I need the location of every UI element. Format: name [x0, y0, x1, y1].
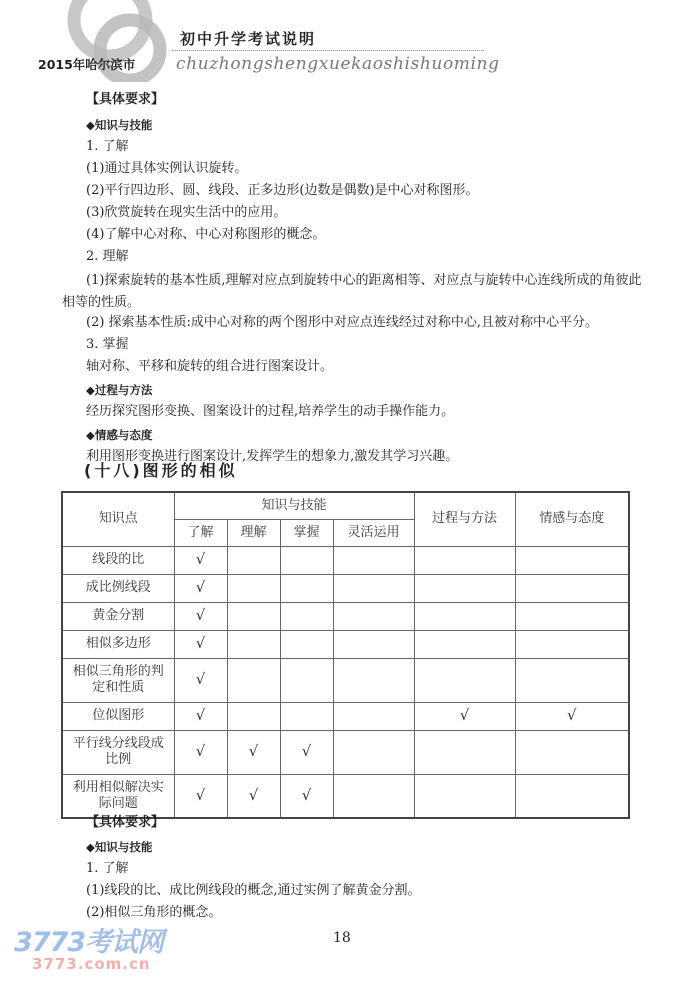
- emotion-attitude-heading: ◆情感与态度: [86, 428, 153, 442]
- check-mark: √: [195, 606, 206, 624]
- header-year-city: 2015年哈尔滨市: [38, 57, 136, 72]
- master-heading: 3. 掌握: [86, 337, 129, 352]
- subheader-master: 掌握: [280, 519, 333, 546]
- knowledge-point-cell: 相似多边形: [62, 630, 174, 658]
- header-title: 初中升学考试说明: [180, 30, 317, 48]
- table-row: [62, 730, 629, 774]
- mark-cell: [227, 546, 280, 574]
- mark-cell: [174, 602, 227, 630]
- mark-cell: [174, 658, 227, 702]
- mark-cell: [333, 602, 414, 630]
- knowledge-point-cell: 成比例线段: [62, 574, 174, 602]
- comprehend-item-1: (1)探索旋转的基本性质,理解对应点到旋转中心的距离相等、对应点与旋转中心连线所成的角彼此相等的性质。: [62, 273, 642, 310]
- process-method-heading: ◆过程与方法: [86, 383, 153, 397]
- mark-cell: [174, 630, 227, 658]
- mark-cell: [174, 574, 227, 602]
- mark-cell: [227, 730, 280, 774]
- understand-item-1: (1)通过具体实例认识旋转。: [86, 161, 248, 176]
- mark-cell: [174, 702, 227, 730]
- header-pinyin: chuzhongshengxuekaoshishuoming: [176, 54, 500, 74]
- mark-cell: [227, 658, 280, 702]
- mark-cell: [414, 574, 515, 602]
- mark-cell: [333, 774, 414, 818]
- mark-cell: [280, 658, 333, 702]
- subheader-understand: 了解: [174, 519, 227, 546]
- mark-cell: [515, 730, 629, 774]
- mark-cell: [174, 546, 227, 574]
- mark-cell: [280, 774, 333, 818]
- check-mark: √: [459, 706, 470, 724]
- mark-cell: [280, 546, 333, 574]
- knowledge-skills-heading-2: ◆知识与技能: [86, 840, 153, 854]
- mark-cell: [515, 658, 629, 702]
- mark-cell: [174, 730, 227, 774]
- mark-cell: [174, 774, 227, 818]
- header-knowledge-skills: 知识与技能: [174, 492, 414, 519]
- comprehend-heading: 2. 理解: [86, 249, 129, 264]
- understand-item-2: (2)平行四边形、圆、线段、正多边形(边数是偶数)是中心对称图形。: [86, 183, 479, 198]
- mark-cell: [227, 630, 280, 658]
- watermark-main: 3773考试网: [14, 927, 164, 958]
- mark-cell: [333, 630, 414, 658]
- watermark-sub: 3773.com.cn: [32, 955, 151, 973]
- check-mark: √: [195, 578, 206, 596]
- master-text: 轴对称、平移和旋转的组合进行图案设计。: [86, 359, 334, 374]
- emotion-attitude-text: 利用图形变换进行图案设计,发挥学生的想象力,激发其学习兴趣。: [86, 449, 459, 464]
- mark-cell: [280, 702, 333, 730]
- mark-cell: [280, 602, 333, 630]
- mark-cell: [280, 574, 333, 602]
- mark-cell: [414, 602, 515, 630]
- table-row: [62, 602, 629, 630]
- mark-cell: [515, 702, 629, 730]
- mark-cell: [227, 774, 280, 818]
- knowledge-skills-heading: ◆知识与技能: [86, 118, 153, 132]
- mark-cell: [227, 702, 280, 730]
- table-body: [62, 546, 629, 818]
- subheader-flexible-use: 灵活运用: [333, 519, 414, 546]
- check-mark: √: [195, 634, 206, 652]
- check-mark: √: [195, 706, 206, 724]
- section2-item-1: (1)线段的比、成比例线段的概念,通过实例了解黄金分割。: [86, 883, 421, 898]
- mark-cell: [333, 702, 414, 730]
- table-row: [62, 658, 629, 702]
- table-row: [62, 574, 629, 602]
- knowledge-point-cell: 线段的比: [62, 546, 174, 574]
- mark-cell: [414, 630, 515, 658]
- process-method-text: 经历探究图形变换、图案设计的过程,培养学生的动手操作能力。: [86, 404, 455, 419]
- similarity-table: [61, 491, 630, 819]
- table-row: [62, 630, 629, 658]
- comprehend-item-2: (2) 探索基本性质:成中心对称的两个图形中对应点连线经过对称中心,且被对称中心平分。: [86, 315, 599, 330]
- mark-cell: [414, 774, 515, 818]
- page-number: 18: [333, 930, 351, 946]
- understand-heading-2: 1. 了解: [86, 861, 129, 876]
- mark-cell: [280, 630, 333, 658]
- mark-cell: [414, 702, 515, 730]
- header-emotion-attitude: 情感与态度: [515, 492, 629, 546]
- mark-cell: [515, 602, 629, 630]
- check-mark: √: [566, 706, 577, 724]
- section-title: (十八)图形的相似: [84, 461, 238, 480]
- subheader-comprehend: 理解: [227, 519, 280, 546]
- table-row: [62, 702, 629, 730]
- check-mark: √: [195, 742, 206, 760]
- knowledge-point-cell: 位似图形: [62, 702, 174, 730]
- header-knowledge-point: 知识点: [62, 492, 174, 546]
- section2-item-2: (2)相似三角形的概念。: [86, 905, 222, 920]
- watermark-logo: [14, 920, 163, 973]
- mark-cell: [515, 574, 629, 602]
- understand-heading: 1. 了解: [86, 139, 129, 154]
- check-mark: √: [301, 742, 312, 760]
- requirements-heading: 【具体要求】: [86, 92, 165, 107]
- check-mark: √: [195, 550, 206, 568]
- mark-cell: [333, 730, 414, 774]
- understand-item-4: (4)了解中心对称、中心对称图形的概念。: [86, 227, 326, 242]
- header-dotted-rule: [172, 50, 484, 51]
- table-row: [62, 774, 629, 818]
- mark-cell: [227, 574, 280, 602]
- understand-item-3: (3)欣赏旋转在现实生活中的应用。: [86, 205, 287, 220]
- check-mark: √: [301, 785, 312, 804]
- mark-cell: [280, 730, 333, 774]
- mark-cell: [414, 730, 515, 774]
- mark-cell: [333, 546, 414, 574]
- mark-cell: [515, 630, 629, 658]
- mark-cell: [227, 602, 280, 630]
- mark-cell: [414, 658, 515, 702]
- check-mark: √: [248, 785, 259, 804]
- knowledge-point-cell: 黄金分割: [62, 602, 174, 630]
- header-process-method: 过程与方法: [414, 492, 515, 546]
- mark-cell: [333, 658, 414, 702]
- mark-cell: [515, 546, 629, 574]
- knowledge-point-cell: 相似三角形的判定和性质: [62, 658, 174, 702]
- requirements-heading-2: 【具体要求】: [86, 815, 165, 830]
- table-row: [62, 546, 629, 574]
- knowledge-point-cell: 利用相似解决实际问题: [62, 774, 174, 818]
- mark-cell: [414, 546, 515, 574]
- check-mark: √: [195, 670, 206, 688]
- check-mark: √: [248, 742, 259, 760]
- mark-cell: [515, 774, 629, 818]
- knowledge-point-cell: 平行线分线段成比例: [62, 730, 174, 774]
- mark-cell: [333, 574, 414, 602]
- check-mark: √: [195, 785, 206, 804]
